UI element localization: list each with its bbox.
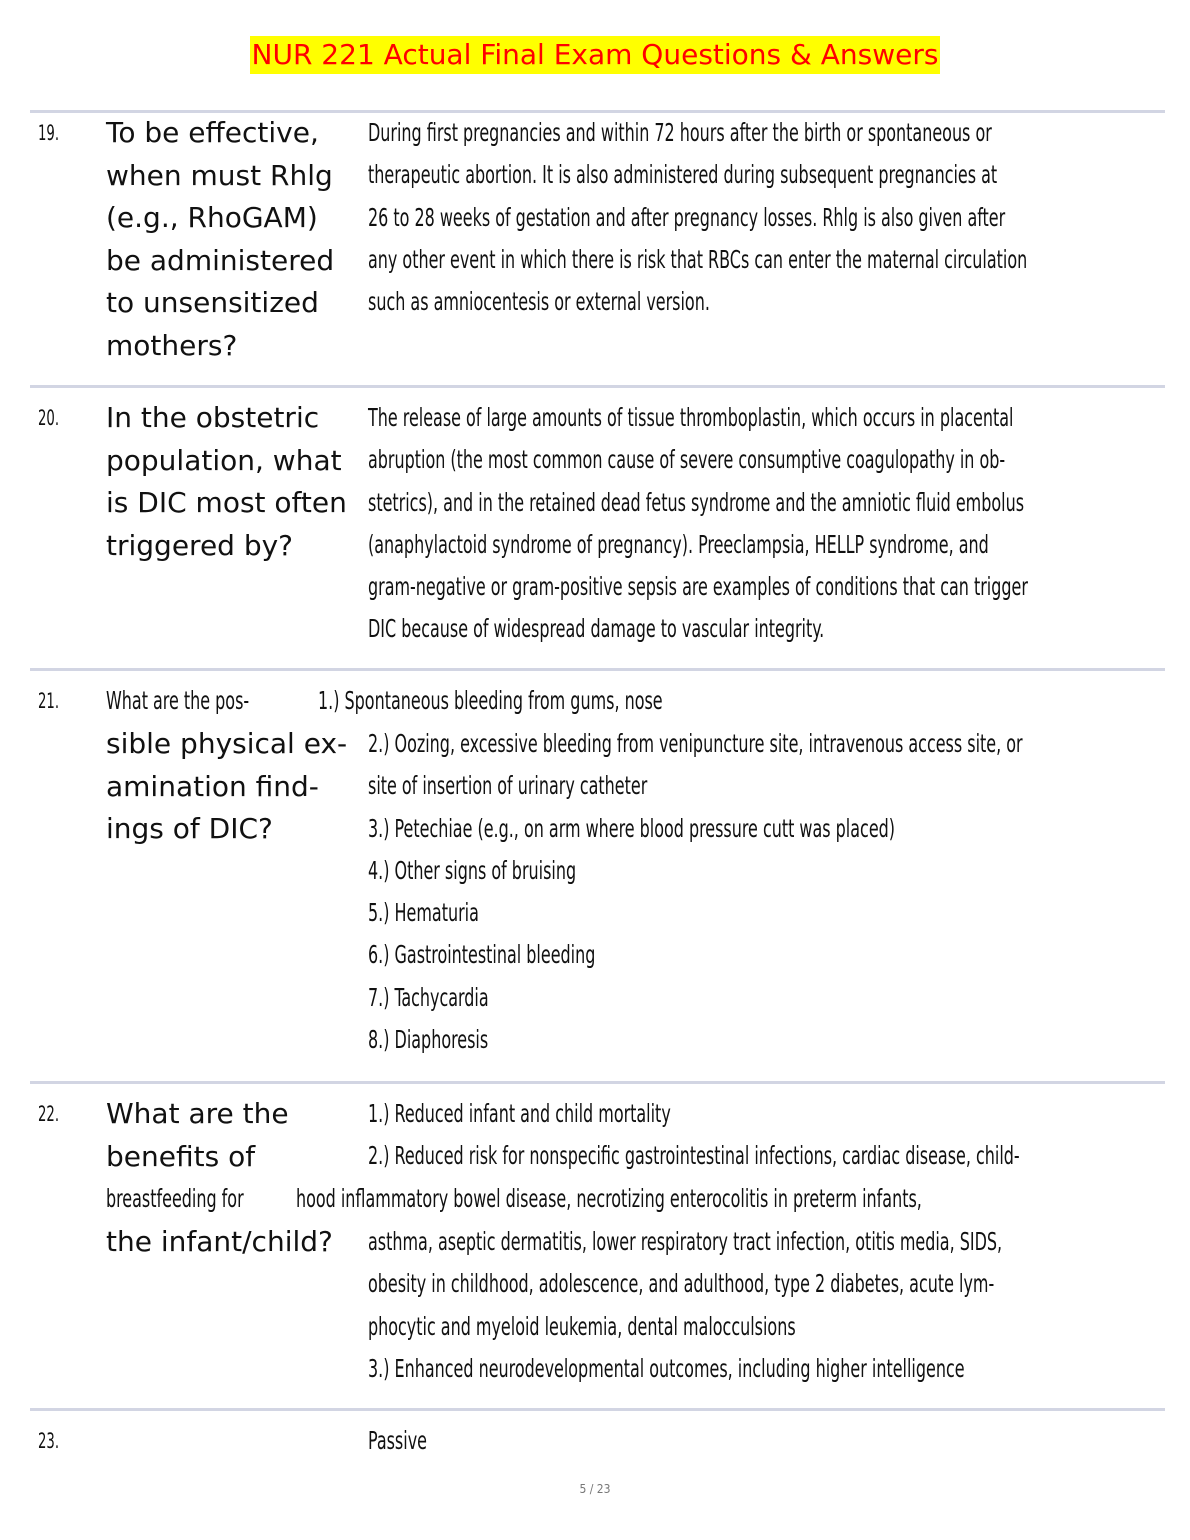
question-line: What are the pos-	[106, 686, 250, 715]
answer-line: therapeutic abortion. It is also administered during subsequent pregnancies at	[368, 160, 998, 190]
answer-line: stetrics), and in the retained dead fetus syndrome and the amniotic fluid embolus	[368, 487, 1025, 517]
answer-line: phocytic and myeloid leukemia, dental malocculsions	[368, 1311, 796, 1341]
answer-line: 7.) Tachycardia	[368, 982, 489, 1012]
question-text: sible physical ex- amination find- ings of DIC?	[106, 727, 348, 845]
question-text: What are the benefits of	[106, 1097, 289, 1173]
answer-line: 2.) Oozing, excessive bleeding from venipuncture site, intravenous access site, or	[368, 729, 1023, 758]
answer-line: 6.) Gastrointestinal bleeding	[368, 940, 596, 970]
answer-line: gram-negative or gram-positive sepsis are examples of conditions that can trigger	[368, 572, 1028, 602]
answer-text	[368, 1221, 1149, 1390]
answer-line: 3.) Petechiae (e.g., on arm where blood pressure cutt was placed)	[368, 813, 896, 843]
answer-line: any other event in which there is risk that RBCs can enter the maternal circulation	[368, 244, 1028, 274]
answer-line: (anaphylactoid syndrome of pregnancy). Preeclampsia, HELLP syndrome, and	[368, 529, 989, 559]
item-number: 19.	[38, 121, 60, 145]
answer-line: 2.) Reduced risk for nonspecific gastrointestinal infections, cardiac disease, child-	[368, 1141, 1020, 1171]
page-title: NUR 221 Actual Final Exam Questions & Answers	[250, 36, 941, 74]
answer-line: During first pregnancies and within 72 hours after the birth or spontaneous or	[368, 118, 992, 147]
question-text: In the obstetric population, what is DIC most often triggered by?	[106, 401, 347, 562]
question-text: To be effective, when must Rhlg (e.g., RhoGAM) be administered to unsensitized mothers?	[106, 116, 335, 362]
answer-line: 8.) Diaphoresis	[368, 1025, 489, 1055]
answer-line: 1.) Reduced infant and child mortality	[368, 1099, 671, 1128]
answer-line: 5.) Hematuria	[368, 898, 479, 928]
question-text: the infant/child?	[106, 1225, 333, 1258]
answer-text	[368, 112, 1149, 323]
question-line: breastfeeding for	[106, 1184, 244, 1213]
answer-line: site of insertion of urinary catheter	[368, 771, 648, 801]
divider	[30, 1408, 1165, 1411]
answer-line: The release of large amounts of tissue thromboplastin, which occurs in placental	[368, 403, 1014, 432]
divider	[30, 668, 1165, 671]
answer-line: 26 to 28 weeks of gestation and after pregnancy losses. Rhlg is also given after	[368, 202, 1006, 232]
answer-text	[368, 1420, 1149, 1462]
item-number: 20.	[38, 406, 60, 430]
answer-line: 3.) Enhanced neurodevelopmental outcomes, including higher intelligence	[368, 1353, 965, 1383]
answer-line: such as amniocentesis or external version.	[368, 287, 710, 317]
divider	[30, 385, 1165, 388]
answer-line: DIC because of widespread damage to vascular integrity.	[368, 614, 825, 644]
answer-line: asthma, aseptic dermatitis, lower respiratory tract infection, otitis media, SIDS,	[368, 1227, 1003, 1256]
answer-text	[368, 397, 1149, 651]
answer-text	[368, 723, 1149, 1061]
page-number: 5 / 23	[579, 1482, 611, 1496]
answer-line: 1.) Spontaneous bleeding from gums, nose	[318, 686, 663, 715]
answer-line: hood inflammatory bowel disease, necrotizing enterocolitis in preterm infants,	[296, 1184, 922, 1213]
answer-first-line	[318, 680, 1099, 722]
header	[0, 36, 1190, 74]
item-number: 22.	[38, 1102, 60, 1126]
item-number: 21.	[38, 689, 60, 713]
answer-line: 4.) Other signs of bruising	[368, 855, 577, 885]
answer-line: Passive	[368, 1426, 427, 1455]
answer-mid-line	[296, 1178, 1077, 1220]
divider	[30, 1081, 1165, 1084]
answer-line: obesity in childhood, adolescence, and adulthood, type 2 diabetes, acute lym-	[368, 1269, 995, 1299]
item-number: 23.	[38, 1429, 60, 1453]
answer-text	[368, 1093, 1149, 1178]
answer-line: abruption (the most common cause of severe consumptive coagulopathy in ob-	[368, 445, 1006, 475]
